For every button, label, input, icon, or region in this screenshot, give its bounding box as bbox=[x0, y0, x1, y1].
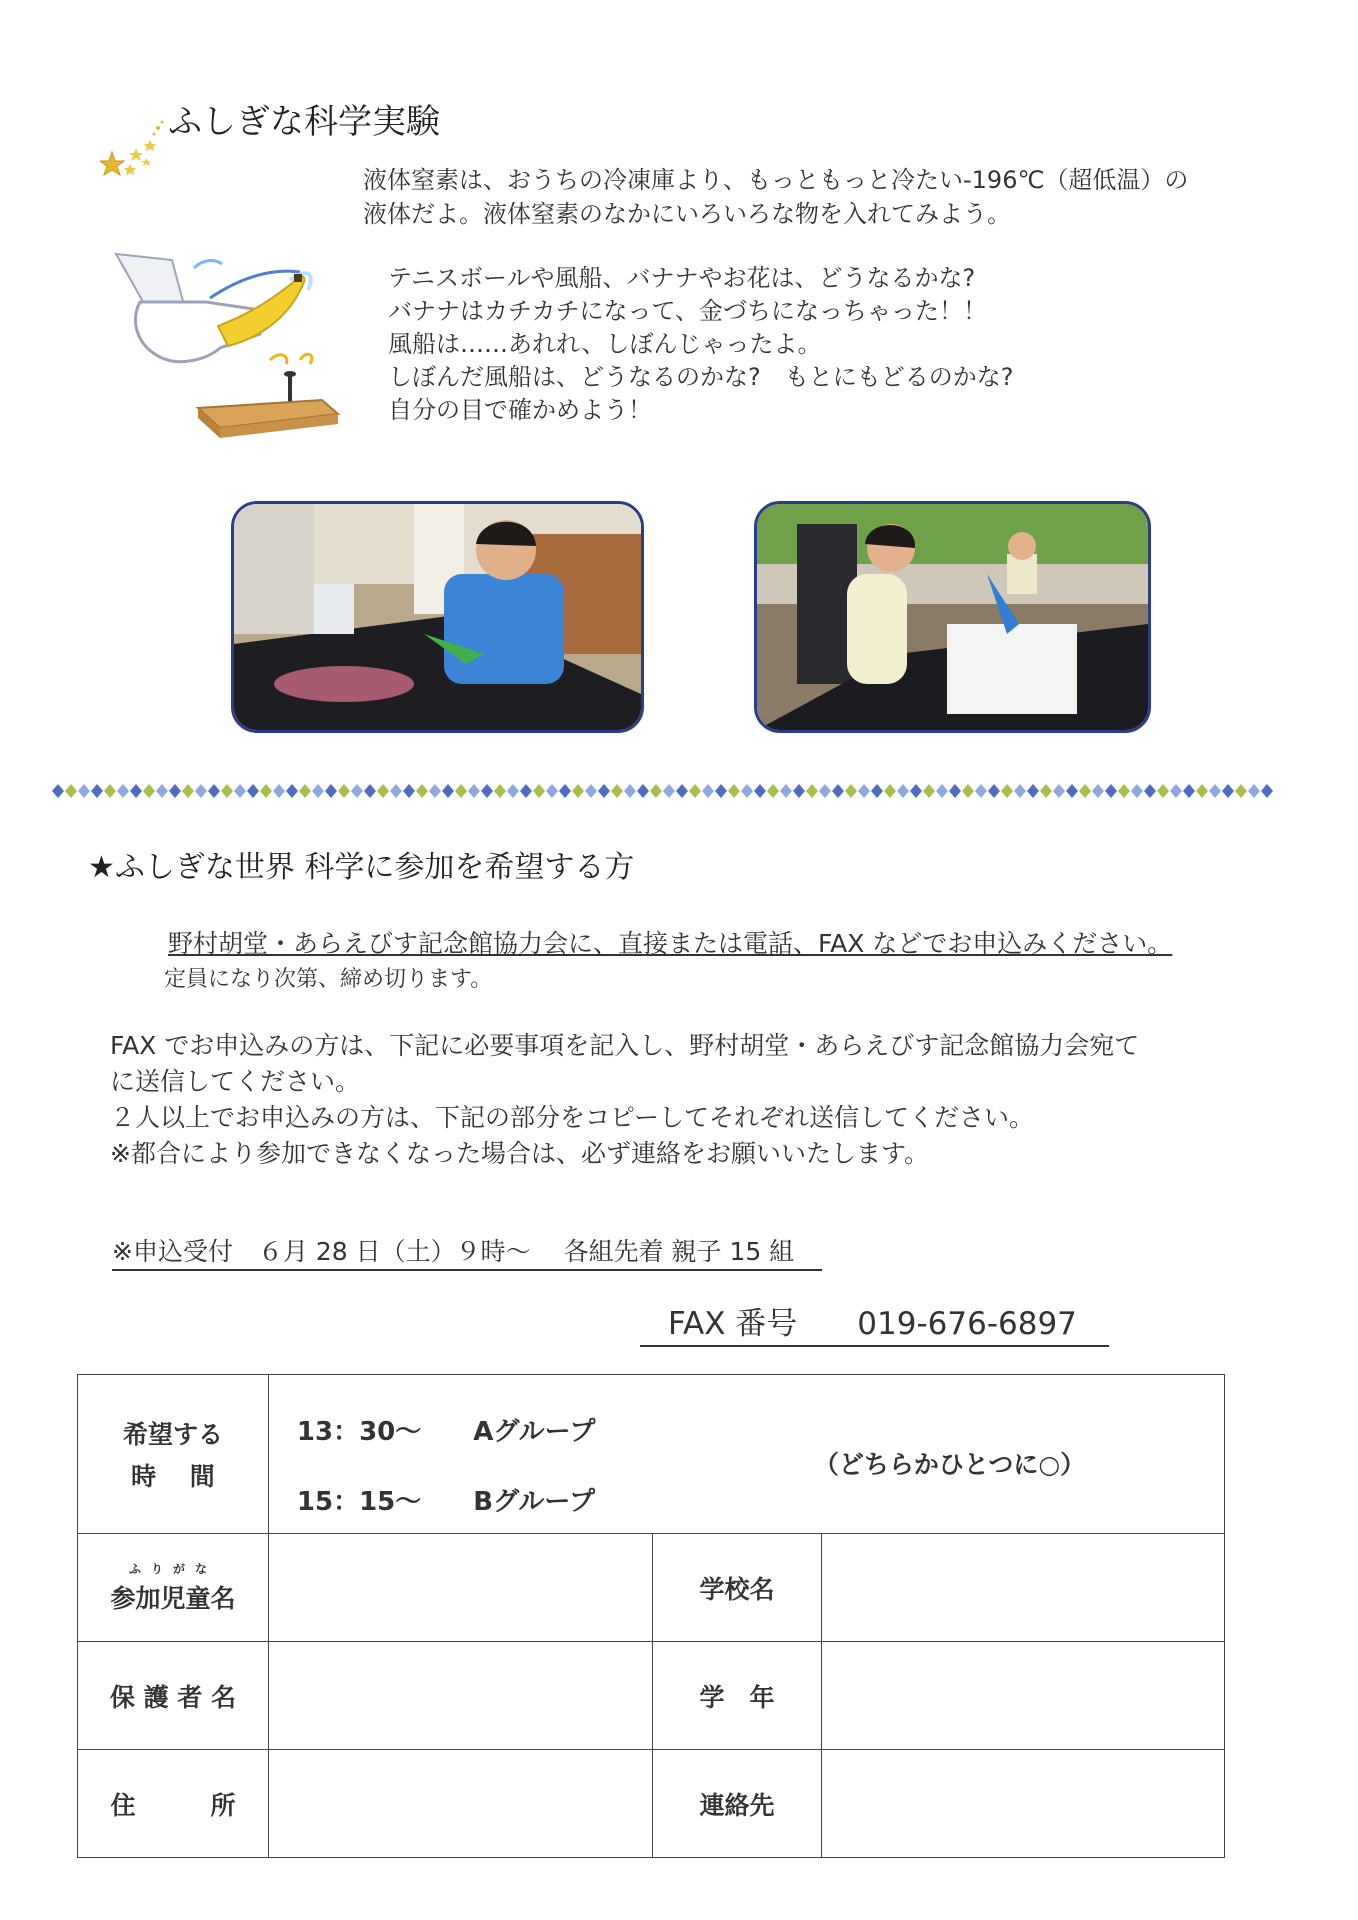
divider-diamond bbox=[1066, 784, 1078, 798]
divider-diamond bbox=[689, 784, 701, 798]
guardian-label: 保 護 者 名 bbox=[78, 1642, 269, 1750]
divider-diamond bbox=[650, 784, 662, 798]
divider-diamond bbox=[312, 784, 324, 798]
furigana-label: ふりがな bbox=[128, 1562, 217, 1576]
divider-diamond bbox=[195, 784, 207, 798]
divider-diamond bbox=[1053, 784, 1065, 798]
divider-diamond bbox=[533, 784, 545, 798]
divider-diamond bbox=[1105, 784, 1117, 798]
fax-instructions bbox=[110, 1028, 1290, 1172]
divider-diamond bbox=[1170, 784, 1182, 798]
divider-diamond bbox=[1222, 784, 1234, 798]
question-line: 自分の目で確かめよう！ bbox=[388, 396, 652, 424]
divider-diamond bbox=[494, 784, 506, 798]
fax-number-line bbox=[640, 1298, 1109, 1347]
divider-diamond bbox=[611, 784, 623, 798]
divider-diamond bbox=[169, 784, 181, 798]
time-label-line: 時 間 bbox=[131, 1462, 215, 1491]
divider-diamond bbox=[1131, 784, 1143, 798]
divider-diamond bbox=[767, 784, 779, 798]
intro-line: 液体だよ。液体窒素のなかにいろいろな物を入れてみよう。 bbox=[363, 200, 1011, 228]
divider-diamond bbox=[286, 784, 298, 798]
divider-diamond bbox=[182, 784, 194, 798]
time-choice-cell[interactable] bbox=[268, 1375, 1224, 1534]
divider-diamond bbox=[507, 784, 519, 798]
divider-diamond bbox=[897, 784, 909, 798]
divider-diamond bbox=[208, 784, 220, 798]
guardian-field[interactable] bbox=[268, 1642, 652, 1750]
instruction-line: ※都合により参加できなくなった場合は、必ず連絡をお願いいたします。 bbox=[110, 1139, 929, 1168]
divider-diamond bbox=[442, 784, 454, 798]
page-title: ふしぎな科学実験 bbox=[168, 102, 440, 142]
divider-diamond bbox=[585, 784, 597, 798]
child-name-field[interactable] bbox=[268, 1534, 652, 1642]
divider-diamond bbox=[377, 784, 389, 798]
divider-diamond bbox=[624, 784, 636, 798]
intro-text bbox=[363, 163, 1188, 231]
slot-b[interactable] bbox=[297, 1481, 595, 1518]
divider-diamond bbox=[949, 784, 961, 798]
divider-diamond bbox=[806, 784, 818, 798]
school-label: 学校名 bbox=[652, 1534, 822, 1642]
divider-diamond bbox=[338, 784, 350, 798]
slot-a-time: 13：30～ bbox=[296, 1417, 422, 1447]
time-label-cell bbox=[78, 1375, 269, 1534]
contact-label: 連絡先 bbox=[652, 1750, 822, 1858]
divider-diamond bbox=[1261, 784, 1273, 798]
divider-diamond bbox=[1196, 784, 1208, 798]
divider-diamond bbox=[468, 784, 480, 798]
frozen-banana-hammer-illustration bbox=[110, 250, 350, 450]
divider-diamond bbox=[221, 784, 233, 798]
divider-diamond bbox=[403, 784, 415, 798]
divider-diamond bbox=[143, 784, 155, 798]
school-field[interactable] bbox=[822, 1534, 1225, 1642]
divider-diamond bbox=[1001, 784, 1013, 798]
divider-diamond bbox=[234, 784, 246, 798]
divider-diamond bbox=[65, 784, 77, 798]
apply-instructions: 野村胡堂・あらえびす記念館協力会に、直接または電話、FAX などでお申込みください。 bbox=[168, 929, 1173, 958]
divider-diamond bbox=[520, 784, 532, 798]
grade-field[interactable] bbox=[822, 1642, 1225, 1750]
slot-a[interactable] bbox=[297, 1411, 595, 1448]
child-name-text: 参加児童名 bbox=[110, 1584, 236, 1613]
divider-diamond bbox=[845, 784, 857, 798]
divider-diamond bbox=[702, 784, 714, 798]
divider-diamond bbox=[1209, 784, 1221, 798]
instruction-line: に送信してください。 bbox=[110, 1067, 361, 1096]
divider-diamond bbox=[52, 784, 64, 798]
stars-decoration-icon bbox=[100, 118, 170, 188]
divider-diamond bbox=[130, 784, 142, 798]
divider-diamond bbox=[819, 784, 831, 798]
divider-diamond bbox=[1183, 784, 1195, 798]
divider-diamond bbox=[117, 784, 129, 798]
photo-content bbox=[757, 504, 1148, 730]
divider-diamond bbox=[1248, 784, 1260, 798]
divider-diamond bbox=[364, 784, 376, 798]
divider-diamond bbox=[1118, 784, 1130, 798]
divider-diamond bbox=[988, 784, 1000, 798]
experiment-photo-1 bbox=[231, 501, 644, 733]
question-line: テニスボールや風船、バナナやお花は、どうなるかな? bbox=[388, 264, 976, 292]
divider-diamond bbox=[663, 784, 675, 798]
divider-diamond bbox=[325, 784, 337, 798]
divider-diamond bbox=[260, 784, 272, 798]
divider-diamond bbox=[780, 784, 792, 798]
divider-diamond bbox=[936, 784, 948, 798]
instruction-line: FAX でお申込みの方は、下記に必要事項を記入し、野村胡堂・あらえびす記念館協力会宛て bbox=[110, 1031, 1140, 1060]
divider-diamond bbox=[247, 784, 259, 798]
divider-diamond bbox=[572, 784, 584, 798]
fax-label: FAX 番号 bbox=[668, 1306, 798, 1342]
slot-b-time: 15：15～ bbox=[296, 1487, 422, 1517]
question-line: 風船は……あれれ、しぼんじゃったよ。 bbox=[388, 330, 822, 358]
photo-content bbox=[234, 504, 641, 730]
question-list bbox=[388, 262, 1013, 427]
divider-diamond bbox=[1092, 784, 1104, 798]
divider-diamond bbox=[923, 784, 935, 798]
application-form bbox=[77, 1374, 1225, 1858]
divider-diamond bbox=[455, 784, 467, 798]
divider-diamond bbox=[91, 784, 103, 798]
divider-diamond bbox=[741, 784, 753, 798]
divider-diamond bbox=[390, 784, 402, 798]
divider-diamond bbox=[351, 784, 363, 798]
divider-diamond bbox=[1040, 784, 1052, 798]
divider-diamond bbox=[858, 784, 870, 798]
divider-diamond bbox=[1235, 784, 1247, 798]
divider-diamond bbox=[429, 784, 441, 798]
divider-diamond bbox=[884, 784, 896, 798]
grade-label: 学 年 bbox=[652, 1642, 822, 1750]
divider-diamond bbox=[104, 784, 116, 798]
divider-diamond bbox=[156, 784, 168, 798]
contact-field[interactable] bbox=[822, 1750, 1225, 1858]
address-field[interactable] bbox=[268, 1750, 652, 1858]
address-label: 住 所 bbox=[78, 1750, 269, 1858]
divider-diamond bbox=[1157, 784, 1169, 798]
diamond-divider bbox=[50, 782, 1286, 800]
divider-diamond bbox=[1014, 784, 1026, 798]
slot-b-group: Bグループ bbox=[473, 1487, 596, 1517]
intro-line: 液体窒素は、おうちの冷凍庫より、もっともっと冷たい-196℃（超低温）の bbox=[363, 166, 1189, 194]
divider-diamond bbox=[598, 784, 610, 798]
divider-diamond bbox=[728, 784, 740, 798]
divider-diamond bbox=[273, 784, 285, 798]
divider-diamond bbox=[559, 784, 571, 798]
divider-diamond bbox=[962, 784, 974, 798]
divider-diamond bbox=[416, 784, 428, 798]
divider-diamond bbox=[78, 784, 90, 798]
child-name-label bbox=[78, 1534, 269, 1642]
fax-number: 019-676-6897 bbox=[857, 1306, 1077, 1342]
divider-diamond bbox=[975, 784, 987, 798]
question-line: しぼんだ風船は、どうなるのかな? もとにもどるのかな? bbox=[388, 363, 1014, 391]
divider-diamond bbox=[1079, 784, 1091, 798]
divider-diamond bbox=[1027, 784, 1039, 798]
experiment-photo-2 bbox=[754, 501, 1151, 733]
divider-diamond bbox=[715, 784, 727, 798]
slot-a-group: Aグループ bbox=[473, 1417, 596, 1447]
section-heading: ★ふしぎな世界 科学に参加を希望する方 bbox=[88, 850, 635, 885]
divider-diamond bbox=[871, 784, 883, 798]
divider-diamond bbox=[754, 784, 766, 798]
divider-diamond bbox=[793, 784, 805, 798]
choose-one-note: （どちらかひとつに○） bbox=[813, 1450, 1086, 1479]
divider-diamond bbox=[832, 784, 844, 798]
instruction-line: ２人以上でお申込みの方は、下記の部分をコピーしてそれぞれ送信してください。 bbox=[110, 1103, 1035, 1132]
divider-diamond bbox=[676, 784, 688, 798]
divider-diamond bbox=[546, 784, 558, 798]
question-line: バナナはカチカチになって、金づちになっちゃった！！ bbox=[388, 297, 988, 325]
divider-diamond bbox=[910, 784, 922, 798]
apply-note: 定員になり次第、締め切ります。 bbox=[164, 967, 493, 992]
divider-diamond bbox=[299, 784, 311, 798]
divider-diamond bbox=[637, 784, 649, 798]
divider-diamond bbox=[1144, 784, 1156, 798]
reception-info: ※申込受付 ６月 28 日（土）９時～ 各組先着 親子 15 組 bbox=[112, 1232, 822, 1271]
divider-diamond bbox=[481, 784, 493, 798]
time-label-line: 希望する bbox=[122, 1420, 223, 1449]
